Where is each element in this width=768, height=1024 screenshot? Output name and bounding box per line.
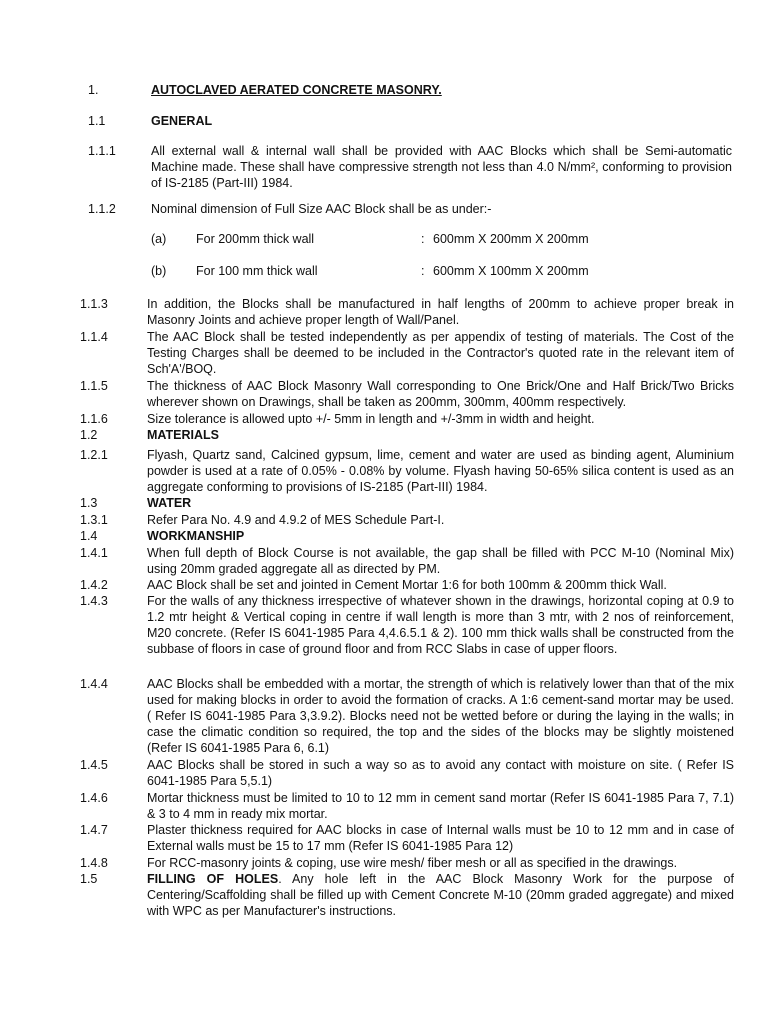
sub-item-value: 600mm X 200mm X 200mm (433, 232, 589, 246)
sub-item-description: For 200mm thick wall (196, 232, 315, 246)
item-text: Refer Para No. 4.9 and 4.9.2 of MES Schedule Part-I. (147, 513, 445, 527)
item-number: 1.1.4 (80, 330, 108, 344)
section-heading: MATERIALS (147, 428, 219, 442)
item-text: The AAC Block shall be tested independently as per appendix of testing of materials. The Cost of the Testing Charges shall be deemed to be included in the Contractor's quoted rate in the relevant item of Sch'A'/BOQ. (147, 330, 734, 376)
item-number: 1.4.1 (80, 546, 108, 560)
sub-item-label: (a) (151, 232, 167, 246)
item-text: Mortar thickness must be limited to 10 to 12 mm in cement sand mortar (Refer IS 6041-1985 Para 7, 7.1) & 3 to 4 mm in ready mix mortar. (147, 791, 734, 821)
sub-item-separator: : (421, 232, 425, 246)
section-number: 1.3 (80, 496, 98, 510)
sub-item-label: (b) (151, 264, 167, 278)
item-number: 1.1.3 (80, 297, 108, 311)
sub-item-description: For 100 mm thick wall (196, 264, 318, 278)
item-number: 1.4.2 (80, 578, 108, 592)
item-text: Plaster thickness required for AAC blocks in case of Internal walls must be 10 to 12 mm and in case of External walls must be 15 to 17 mm (Refer IS 6041-1985 Para 12) (147, 823, 734, 853)
section-heading: FILLING OF HOLES (147, 872, 279, 886)
sub-item-value: 600mm X 100mm X 200mm (433, 264, 589, 278)
item-number: 1.1.6 (80, 412, 108, 426)
item-text: The thickness of AAC Block Masonry Wall corresponding to One Brick/One and Half Brick/Two Bricks wherever shown on Drawings, shall be taken as 200mm, 300mm, 400mm respectively. (147, 379, 734, 409)
item-text: Size tolerance is allowed upto +/- 5mm in length and +/-3mm in width and height. (147, 412, 595, 426)
item-number: 1.4.8 (80, 856, 108, 870)
section-heading: WATER (147, 496, 192, 510)
item-number: 1.1.5 (80, 379, 108, 393)
item-number: 1.4.5 (80, 758, 108, 772)
item-text: AAC Blocks shall be embedded with a mortar, the strength of which is relatively lower than that of the mix used for making blocks in order to avoid the formation of cracks. A 1:6 cement-sand mortar may be used. ( Refer IS 6041-1985 Para 3,3.9.2). Blocks need not be wetted before or during the laying in the walls; in case the climatic condition so required, the top and the sides of the blocks may be slightly moistened (Refer IS 6041-1985 Para 6, 6.1) (147, 677, 734, 755)
sub-item-separator: : (421, 264, 425, 278)
item-text: Nominal dimension of Full Size AAC Block shall be as under:- (151, 202, 492, 216)
section-number: 1.4 (80, 529, 98, 543)
section-number: 1.1 (88, 114, 106, 128)
item-number: 1.2.1 (80, 448, 108, 462)
item-number: 1.1.2 (88, 202, 116, 216)
section-number: 1.5 (80, 872, 98, 886)
section-heading: WORKMANSHIP (147, 529, 245, 543)
item-number: 1.3.1 (80, 513, 108, 527)
item-number: 1.4.6 (80, 791, 108, 805)
section-1-5-paragraph (147, 871, 734, 919)
section-heading: GENERAL (151, 114, 213, 128)
item-number: 1.4.7 (80, 823, 108, 837)
item-text: All external wall & internal wall shall be provided with AAC Blocks which shall be Semi-automatic Machine made. These shall have compressive strength not less than 4.0 N/mm², conforming to provision of IS-2185 (Part-III) 1984. (151, 144, 732, 190)
item-text: In addition, the Blocks shall be manufactured in half lengths of 200mm to achieve proper break in Masonry Joints and achieve proper length of Wall/Panel. (147, 297, 734, 327)
item-number: 1.4.3 (80, 594, 108, 608)
item-text: For the walls of any thickness irrespective of whatever shown in the drawings, horizontal coping at 0.9 to 1.2 mtr height & Vertical coping in centre if wall length is more than 3 mtr, with 2 nos of reinforcement, M20 concrete. (Refer IS 6041-1985 Para 4,4.6.5.1 & 2). 100 mm thick walls shall be constructed from the subbase of floors in case of ground floor and from RCC Slabs in case of upper floors. (147, 594, 734, 656)
section-number: 1. (88, 83, 99, 97)
item-text: Flyash, Quartz sand, Calcined gypsum, lime, cement and water are used as binding agent, Aluminium powder is used at a rate of 0.05% - 0.08% by volume. Flyash having 50-65% silica content is used as an aggregate conforming to provisions of IS-2185 (Part-III) 1984. (147, 448, 734, 494)
section-text: . Any hole left in the AAC Block Masonry Work for the purpose of Centering/Scaffolding shall be filled up with Cement Concrete M-10 (20mm graded aggregate) and mixed with WPC as per Manufacturer's instructions. (147, 872, 734, 918)
item-text: AAC Block shall be set and jointed in Cement Mortar 1:6 for both 100mm & 200mm thick Wall. (147, 578, 667, 592)
section-number: 1.2 (80, 428, 98, 442)
item-text: When full depth of Block Course is not available, the gap shall be filled with PCC M-10 (Nominal Mix) using 20mm graded aggregate all as directed by PM. (147, 546, 734, 576)
item-text: AAC Blocks shall be stored in such a way so as to avoid any contact with moisture on site. ( Refer IS 6041-1985 Para 5,5.1) (147, 758, 734, 788)
item-number: 1.1.1 (88, 144, 116, 158)
document-title: AUTOCLAVED AERATED CONCRETE MASONRY. (151, 83, 442, 97)
item-text: For RCC-masonry joints & coping, use wire mesh/ fiber mesh or all as specified in the drawings. (147, 856, 678, 870)
item-number: 1.4.4 (80, 677, 108, 691)
